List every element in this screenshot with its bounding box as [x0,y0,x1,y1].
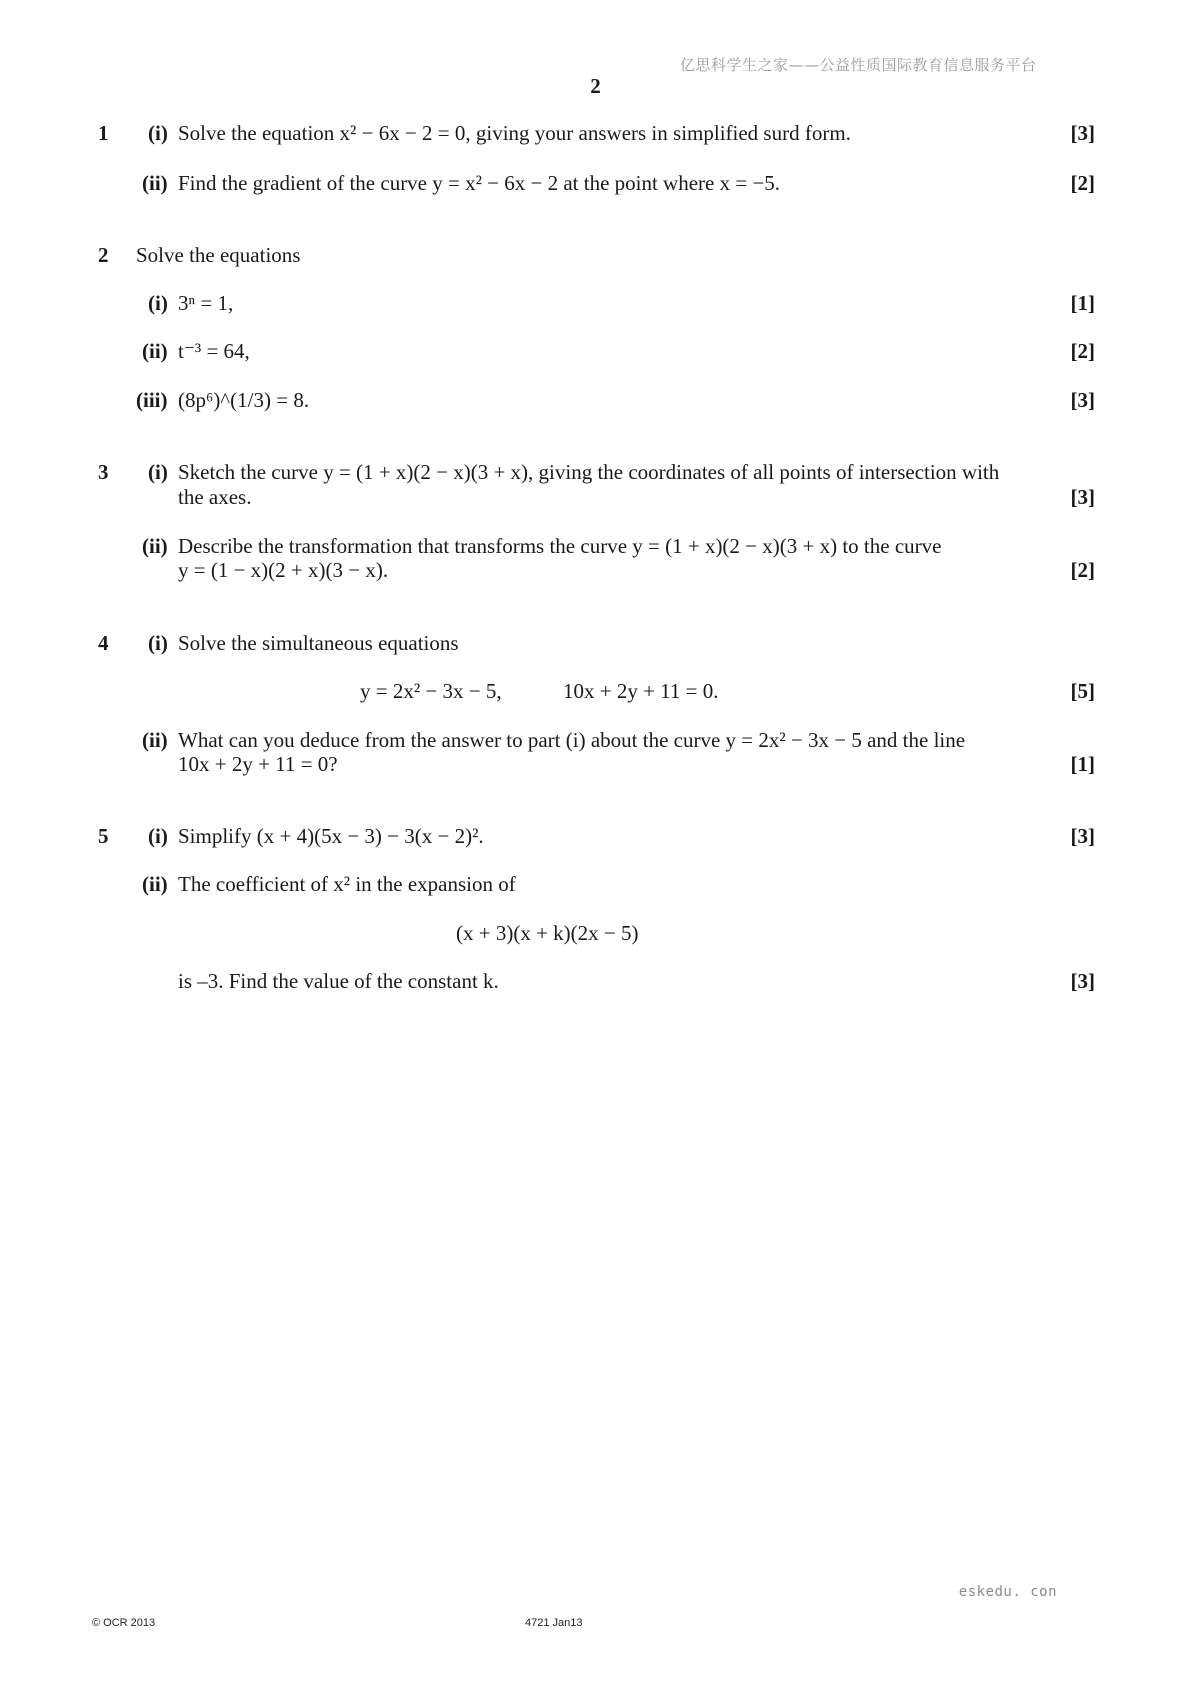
q4-part-i-marks: [5] [1070,679,1095,703]
q2-intro: Solve the equations [136,243,301,267]
question-5-number: 5 [98,824,109,848]
q3-part-i-text-line2: the axes. [178,485,252,509]
header-watermark: 亿思科学生之家——公益性质国际教育信息服务平台 [680,56,1037,74]
q3-part-i-marks: [3] [1070,485,1095,509]
q3-part-i-text-line1: Sketch the curve y = (1 + x)(2 − x)(3 + x), giving the coordinates of all points of intersection with [178,460,1000,484]
q5-part-i-text: Simplify (x + 4)(5x − 3) − 3(x − 2)². [178,824,484,848]
q2-part-ii-label: (ii) [142,339,168,363]
q1-part-i-text: Solve the equation x² − 6x − 2 = 0, giving your answers in simplified surd form. [178,121,851,145]
q2-part-i-marks: [1] [1070,291,1095,315]
q4-part-i-text: Solve the simultaneous equations [178,631,459,655]
q3-part-i-label: (i) [148,460,168,484]
q1-part-ii-label: (ii) [142,171,168,195]
q5-part-ii-marks: [3] [1070,969,1095,993]
q4-part-ii-text-line1: What can you deduce from the answer to part (i) about the curve y = 2x² − 3x − 5 and the line [178,728,966,752]
q2-part-i-text: 3ⁿ = 1, [178,291,234,315]
footer-copyright: © OCR 2013 [92,1617,156,1629]
q2-part-i-label: (i) [148,291,168,315]
q4-part-i-label: (i) [148,631,168,655]
q5-part-ii-text: The coefficient of x² in the expansion of [178,872,516,896]
q2-part-iii-text: (8p⁶)^(1/3) = 8. [178,388,310,412]
q3-part-ii-text-line2: y = (1 − x)(2 + x)(3 − x). [178,558,389,582]
q3-part-ii-marks: [2] [1070,558,1095,582]
q4-equation-b: 10x + 2y + 11 = 0. [563,679,719,703]
q5-equation: (x + 3)(x + k)(2x − 5) [456,921,639,945]
q4-part-ii-text-line2: 10x + 2y + 11 = 0? [178,752,338,776]
q4-part-ii-marks: [1] [1070,752,1095,776]
q2-part-iii-marks: [3] [1070,388,1095,412]
q1-part-ii-text: Find the gradient of the curve y = x² − 6x − 2 at the point where x = −5. [178,171,781,195]
q1-part-i-marks: [3] [1070,121,1095,145]
question-1-number: 1 [98,121,109,145]
q2-part-ii-text: t⁻³ = 64, [178,339,250,363]
q3-part-ii-label: (ii) [142,534,168,558]
footer-watermark: eskedu. con [958,1584,1057,1600]
footer-code: 4721 Jan13 [525,1617,583,1629]
q5-part-i-label: (i) [148,824,168,848]
q2-part-ii-marks: [2] [1070,339,1095,363]
q4-part-ii-label: (ii) [142,728,168,752]
q1-part-i-label: (i) [148,121,168,145]
q1-part-ii-marks: [2] [1070,171,1095,195]
q3-part-ii-text-line1: Describe the transformation that transforms the curve y = (1 + x)(2 − x)(3 + x) to the curve [178,534,942,558]
question-2-number: 2 [98,243,109,267]
question-4-number: 4 [98,631,109,655]
question-3-number: 3 [98,460,109,484]
q5-part-ii-text-after: is –3. Find the value of the constant k. [178,969,499,993]
q5-part-i-marks: [3] [1070,824,1095,848]
q4-equation-a: y = 2x² − 3x − 5, [360,679,502,703]
q2-part-iii-label: (iii) [136,388,168,412]
page-number: 2 [590,74,601,98]
q5-part-ii-label: (ii) [142,872,168,896]
